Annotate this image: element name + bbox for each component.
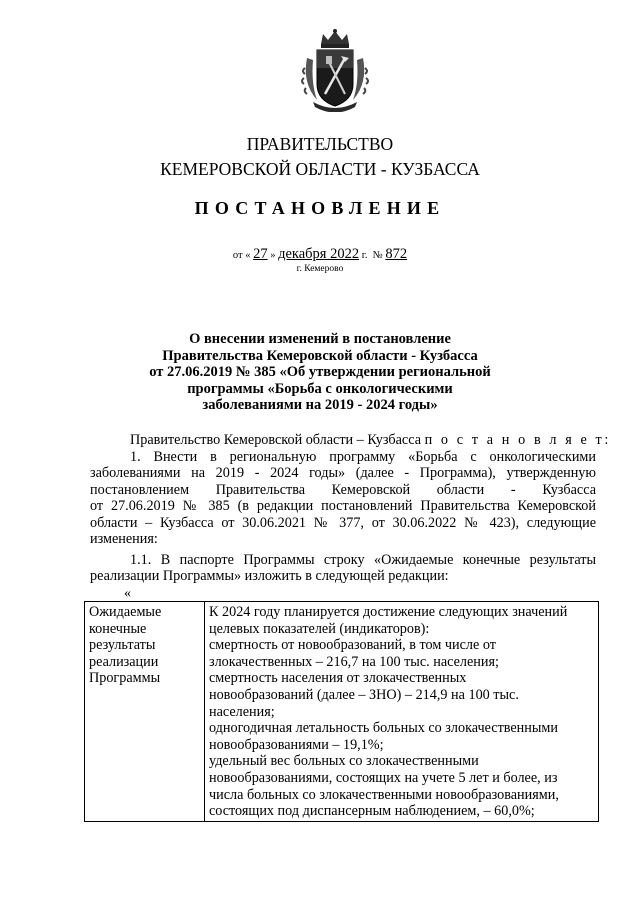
paragraph-line: области – Кузбасса от 30.06.2021 № 377, от 30.06.2022 № 423), следующие	[90, 514, 596, 531]
content-line: одногодичная летальность больных со злокачественными	[209, 720, 558, 737]
paragraph-1	[90, 449, 596, 547]
decree-intro	[90, 432, 611, 448]
government-title-line2: КЕМЕРОВСКОЙ ОБЛАСТИ - КУЗБАССА	[160, 159, 480, 179]
paragraph-1-1	[90, 552, 596, 585]
paragraph-line: реализации Программы» изложить в следующей редакции:	[90, 568, 449, 585]
content-line: состоящих под диспансерным наблюдением, – 60,0%;	[209, 803, 535, 820]
date-year-suffix: г.	[361, 250, 368, 261]
date-month-year: декабря 2022	[278, 246, 360, 262]
label-line: конечные	[89, 620, 147, 637]
paragraph-line: заболеваниями на 2019 - 2024 годы» (далее - Программа), утвержденную	[90, 465, 596, 482]
row-label-cell	[85, 602, 205, 822]
document-type: ПОСТАНОВЛЕНИЕ	[194, 198, 446, 218]
intro-text: Правительство Кемеровской области – Кузбасса	[130, 432, 422, 448]
date-prefix: от «	[232, 250, 251, 261]
subject-line: заболеваниями на 2019 - 2024 годы»	[202, 397, 438, 413]
document-subject	[140, 331, 500, 414]
content-line: населения;	[209, 703, 275, 720]
paragraph-line: изменения:	[90, 531, 158, 548]
content-line: новообразованиями – 19,1%;	[209, 736, 384, 753]
label-line: результаты	[89, 637, 156, 654]
subject-line: от 27.06.2019 № 385 «Об утверждении региональной	[149, 364, 491, 380]
label-line: Ожидаемые	[89, 604, 162, 620]
date-mid: »	[270, 250, 276, 261]
content-line: новообразованиями, состоящих на учете 5 лет и более, из	[209, 769, 558, 786]
passport-table	[84, 601, 599, 822]
decree-word: п о с т а н о в л я е т:	[424, 432, 611, 448]
table-row	[85, 602, 599, 822]
document-date-number	[0, 246, 640, 263]
content-line: смертность населения от злокачественных	[209, 670, 467, 687]
content-line: удельный вес больных со злокачественными	[209, 753, 479, 770]
row-content-cell	[205, 602, 599, 822]
subject-line: Правительства Кемеровской области - Кузбасса	[162, 347, 478, 364]
document-number: 872	[385, 246, 408, 262]
content-line: злокачественных – 216,7 на 100 тыс. населения;	[209, 653, 499, 670]
date-day: 27	[253, 246, 268, 262]
content-line: целевых показателей (индикаторов):	[209, 620, 430, 637]
document-city: г. Кемерово	[296, 264, 344, 274]
label-line: реализации	[89, 653, 159, 670]
paragraph-line: 1. Внести в региональную программу «Борьба с онкологическими	[130, 449, 596, 465]
content-line: числа больных со злокачественными новообразованиями,	[209, 786, 559, 803]
subject-line: О внесении изменений в постановление	[189, 331, 451, 347]
coat-of-arms-icon	[299, 28, 371, 112]
paragraph-line: от 27.06.2019 № 385 (в редакции постановлений Правительства Кемеровской	[90, 498, 596, 515]
number-prefix: №	[372, 250, 383, 261]
subject-line: программы «Борьба с онкологическими	[187, 380, 453, 397]
government-title-line1: ПРАВИТЕЛЬСТВО	[246, 134, 394, 154]
content-line: новообразований (далее – ЗНО) – 214,9 на 100 тыс.	[209, 686, 519, 703]
paragraph-line: постановлением Правительства Кемеровской области - Кузбасса	[90, 481, 596, 498]
label-line: Программы	[89, 670, 161, 687]
content-line: смертность от новообразований, в том числе от	[209, 637, 496, 654]
paragraph-line: 1.1. В паспорте Программы строку «Ожидаемые конечные результаты	[130, 552, 596, 568]
content-line: К 2024 году планируется достижение следующих значений	[209, 604, 568, 620]
opening-quote: «	[124, 586, 131, 601]
